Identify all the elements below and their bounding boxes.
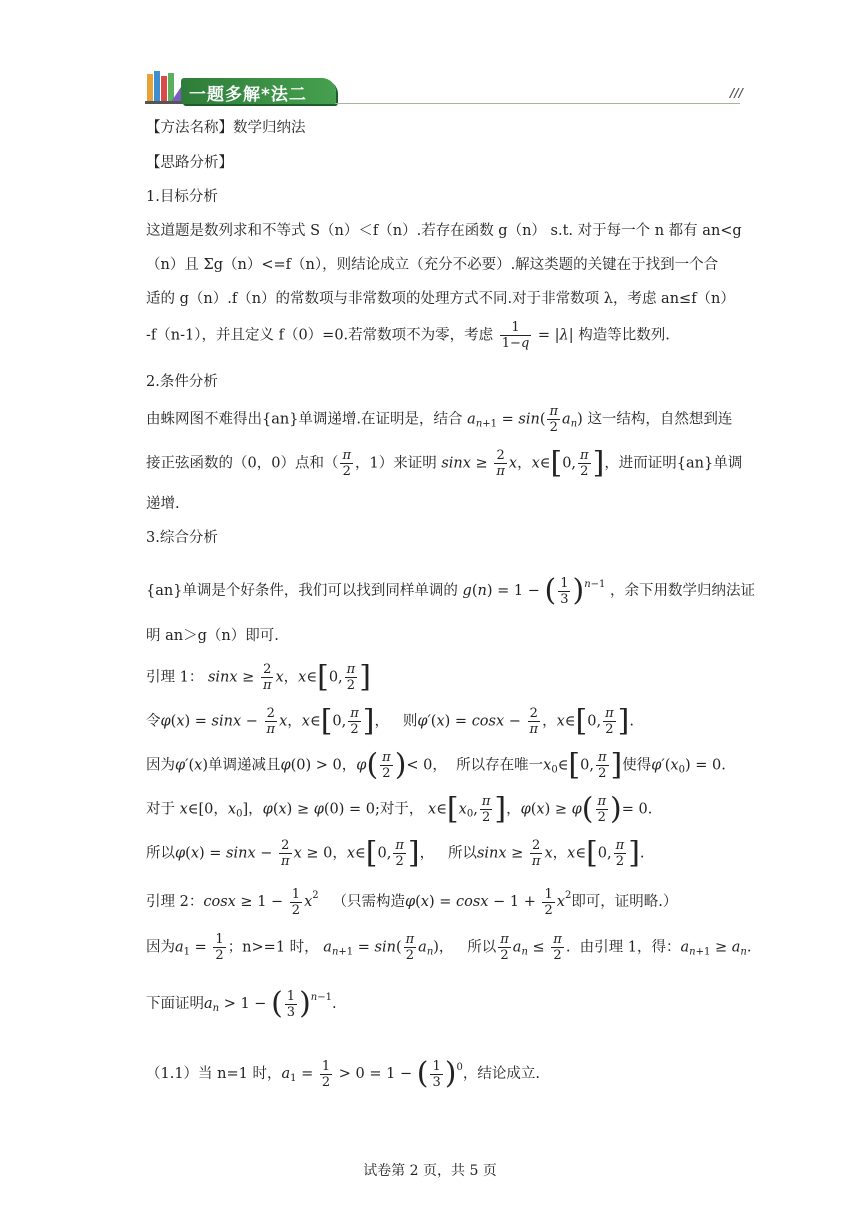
text-segment: 这一结构，自然想到连 — [587, 411, 733, 428]
text-segment: 所以 — [467, 939, 497, 956]
banner-decoration: /// — [729, 86, 743, 100]
text-segment: 所以 — [447, 845, 477, 862]
text-segment: 对于 — [146, 801, 175, 818]
text-segment: 接正弦函数的（0，0）点和（ — [146, 455, 339, 472]
text-segment: 因为 — [146, 757, 175, 774]
lemma-1-conclusion: 所以φ(x) = sinx − $\frac{2}{\pi}$ x ≥ 0，x∈[0, $\frac{\pi}{2}$ ]， 所以sinx ≥ $\frac{2}{\pi}$ x，x∈[0, $\frac{\pi}{2}$ ]. — [146, 835, 645, 871]
banner-rule — [335, 103, 740, 104]
text-segment: 构造等比数列. — [578, 327, 670, 344]
lemma-1: 引理 1： sinx ≥ $\frac{2}{\pi}$ x，x∈[0, $\frac{\pi}{2}$ ] — [146, 659, 371, 695]
lemma-1-step-1: 令φ(x) = sinx − $\frac{2}{\pi}$ x，x∈[0, $\frac{\pi}{2}$ ]， 则φ′(x) = cosx − $\frac{2}{\pi}$ ，x∈[0, $\frac{\pi}{2}$ ]. — [146, 703, 634, 739]
text-segment: 因为 — [146, 939, 175, 956]
text-segment: 即可，证明略.） — [571, 894, 678, 910]
text-segment: ；n>=1 时， — [227, 939, 319, 956]
para-3-line-1: {an}单调是个好条件，我们可以找到同样单调的 g(n) = 1 − ( $\frac{1}{3}$ )$^{n-1}$ ，余下用数学归纳法证 — [146, 573, 756, 608]
para-2-line-2: 接正弦函数的（0，0）点和（ $\frac{\pi}{2}$ ，1）来证明 sinx ≥ $\frac{2}{\pi}$ x，x∈[0, $\frac{\pi}{2}$ ]，进而证明{an}单调 — [146, 445, 743, 481]
para-1-line-4: -f（n-1），并且定义 f（0）=0.若常数项不为零，考虑 $\frac{1}{1-q}$ = |λ| 构造等比数列. — [146, 320, 670, 351]
text-segment: 单调递减且 — [207, 757, 281, 774]
para-2-line-1: 由蛛网图不难得出{an}单调递增.在证明是，结合 $a_{n+1} = \sin$( $\frac{\pi}{2}$ $a_n$) 这一结构，自然想到连 — [146, 404, 733, 435]
text-segment: 由引理 1，得： — [579, 939, 681, 956]
monotonic-step: 因为$a_1$ = $\frac{1}{2}$ ；n>=1 时， $a_{n+1} = \sin$( $\frac{\pi}{2}$ $a_n$)， 所以 $\frac{\pi}{2}$ $a_n$ ≤ $\frac{\pi}{2}$ . 由引理 1，得：$a_{n+1} \ge a_n$. — [146, 932, 752, 963]
banner-title: 一题多解*法二 — [189, 85, 307, 105]
text-segment: （1.1）当 n=1 时， — [146, 1066, 282, 1082]
text-segment: 令 — [146, 713, 161, 730]
text-segment: 下面证明 — [146, 996, 204, 1012]
text-segment: 使得 — [622, 757, 652, 774]
text-segment: 则 — [402, 713, 418, 730]
lemma-2: 引理 2：cosx ≥ 1 − $\frac{1}{2}$ $x^2$ （只需构造φ(x) = cosx − 1 + $\frac{1}{2}$ $x^2$即可，证明略.） — [146, 886, 678, 918]
section-banner — [145, 66, 745, 106]
text-segment: 由蛛网图不难得出{an}单调递增.在证明是，结合 — [146, 411, 463, 428]
lemma-1-step-3: 对于 x∈[0，$x_0$]，φ(x) ≥ φ(0) = 0;对于， $x\in[x_0$, $\frac{\pi}{2}$ ]，φ(x) ≥ φ( $\frac{\pi}{2}$ )= 0. — [146, 791, 653, 827]
analysis-heading: 【思路分析】 — [146, 155, 233, 171]
text-segment: {an}单调是个好条件，我们可以找到同样单调的 — [146, 583, 458, 599]
page-footer: 试卷第 2 页，共 5 页 — [363, 1163, 497, 1179]
text-segment: -f（n-1），并且定义 f（0）=0.若常数项不为零，考虑 — [146, 327, 494, 344]
text-segment: 所以 — [146, 845, 175, 862]
text-segment: （只需构造 — [332, 894, 405, 910]
lemma-1-step-2: 因为φ′(x)单调递减且φ(0) > 0，φ( $\frac{\pi}{2}$ )< 0， 所以存在唯一$x_0\in[0$, $\frac{\pi}{2}$ ]使得$\varphi'(x_0) = 0$. — [146, 747, 726, 783]
text-segment: ，进而证明{an}单调 — [604, 455, 743, 472]
text-segment: 引理 2： — [146, 894, 204, 910]
text-segment: 所以存在唯一 — [456, 757, 544, 774]
para-1-line-1: 这道题是数列求和不等式 S（n）＜f（n）.若存在函数 g（n） s.t. 对于每一个 n 都有 an<g — [146, 223, 742, 239]
section-1-heading: 1.目标分析 — [146, 189, 218, 205]
para-1-line-2: （n）且 Σg（n）<=f（n），则结论成立（充分不必要）.解这类题的关键在于找到一个合 — [146, 257, 719, 273]
text-segment: ，1）来证明 — [355, 455, 437, 472]
induction-base: （1.1）当 n=1 时，$a_1$ = $\frac{1}{2}$ > 0 = 1 − ( $\frac{1}{3}$ )$^0$，结论成立. — [146, 1056, 540, 1091]
para-1-line-3: 适的 g（n）.f（n）的常数项与非常数项的处理方式不同.对于非常数项 λ，考虑 an≤f（n） — [146, 291, 735, 307]
section-3-heading: 3.综合分析 — [146, 530, 218, 546]
para-3-line-2: 明 an＞g（n）即可. — [146, 628, 279, 644]
para-2-line-3: 递增. — [146, 496, 180, 512]
text-segment: ，余下用数学归纳法证 — [610, 583, 756, 599]
method-name: 【方法名称】数学归纳法 — [146, 120, 306, 136]
section-2-heading: 2.条件分析 — [146, 374, 218, 390]
text-segment: 引理 1： — [146, 669, 204, 686]
text-segment: ;对于， — [375, 801, 424, 818]
books-ruler-icon — [145, 68, 185, 104]
proof-goal: 下面证明$a_n > 1$ − ( $\frac{1}{3}$ )$^{n-1}$. — [146, 986, 337, 1021]
text-segment: ，结论成立. — [462, 1066, 540, 1082]
